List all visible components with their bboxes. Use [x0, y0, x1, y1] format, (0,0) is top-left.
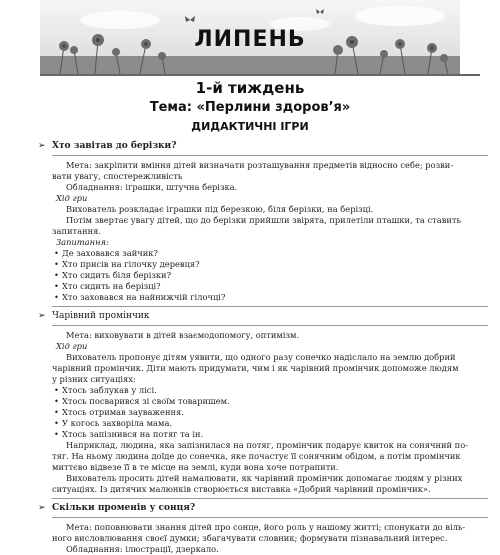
game-3	[38, 502, 488, 555]
arrow-bullet-icon: ➢	[38, 311, 46, 321]
game-course-line: Потім звертає увагу дітей, що до берізки прийшли звірята, прилетіли пташки, та ставить	[66, 215, 461, 225]
theme-heading: Тема: «Перлини здоров’я»	[149, 100, 351, 115]
list-item: • Де заховався зайчик?	[52, 248, 488, 259]
divider	[52, 517, 488, 518]
game-text-line: миттєво відвезе її в те місце на землі, куди вона хоче потрапити.	[52, 462, 339, 472]
month-title: ЛИПЕНЬ	[194, 27, 306, 52]
game-course-line: у різних ситуаціях:	[52, 374, 136, 384]
list-item: • Хто заховався на найнижчій гілочці?	[52, 292, 488, 303]
list-item: • У когось захворіла мама.	[52, 418, 488, 429]
content-body	[38, 138, 488, 555]
list-item: • Хтось отримав зауваження.	[52, 407, 488, 418]
divider	[52, 155, 488, 156]
game-equipment: Обладнання: іграшки, штучна берізка.	[66, 182, 238, 192]
section-title: ДИДАКТИЧНІ ІГРИ	[191, 120, 309, 133]
game-course-line: запитання.	[52, 226, 101, 236]
game-questions-label: Запитання:	[56, 237, 109, 247]
game-1	[38, 140, 488, 303]
game-text-line: ситуаціях. Із дитячих малюнків створюється виставка «Добрий чарівний промінчик».	[52, 484, 431, 494]
divider	[52, 325, 488, 326]
game-text-line: тяг. На ньому людина доїде до сонечка, яке почастує її сонячним обідом, а потім промінчик	[52, 451, 461, 461]
questions-list	[52, 248, 488, 303]
week-heading: 1-й тиждень	[195, 79, 305, 97]
game-title: ➢ Скільки променів у сонця?	[38, 503, 196, 513]
list-item: • Хтось запізнився на потяг та ін.	[52, 429, 488, 440]
game-text-line: Вихователь просить дітей намалювати, як чарівний промінчик допомагає людям у різних	[66, 473, 463, 483]
game-title: ➢ Чарівний промінчик	[38, 311, 150, 321]
game-text-line: Наприклад, людина, яка запізнилася на потяг, промінчик подарує квиток на сонячний по-	[66, 440, 469, 450]
game-equipment: Обладнання: ілюстрації, дзеркало.	[66, 544, 219, 554]
game-goal-line: вати увагу, спостережливість	[52, 171, 183, 181]
game-course-label: Хід гри	[56, 193, 88, 203]
game-course-line: чарівний промінчик. Діти мають придумати, чим і як чарівний промінчик допоможе людям	[52, 363, 459, 373]
list-item: • Хто присів на гілочку деревця?	[52, 259, 488, 270]
divider	[52, 498, 488, 499]
game-course-label: Хід гри	[56, 341, 88, 351]
game-course-line: Вихователь пропонує дітям уявити, що одного разу сонечко надіслало на землю добрий	[66, 352, 456, 362]
divider	[52, 306, 488, 307]
game-title: ➢ Хто завітав до берізки?	[38, 141, 177, 151]
list-item: • Хтось заблукав у лісі.	[52, 385, 488, 396]
game-goal-line: ного висловлювання своєї думки; збагачувати словник; формувати пізнавальний інтерес.	[52, 533, 448, 543]
list-item: • Хто сидить біля берізки?	[52, 270, 488, 281]
game-course-line: Вихователь розкладає іграшки під березкою, біля берізки, на берізці.	[66, 204, 374, 214]
header-rule	[40, 74, 480, 76]
arrow-bullet-icon: ➢	[38, 503, 46, 513]
list-item: • Хто сидить на берізці?	[52, 281, 488, 292]
game-goal-line: Мета: поповнювати знання дітей про сонце, його роль у нашому житті; спонукати до віль-	[66, 522, 466, 532]
situations-list	[52, 385, 488, 440]
list-item: • Хтось посварився зі своїм товаришем.	[52, 396, 488, 407]
arrow-bullet-icon: ➢	[38, 141, 46, 151]
game-goal-line: Мета: виховувати в дітей взаємодопомогу, оптимізм.	[66, 330, 300, 340]
game-goal-line: Мета: закріпити вміння дітей визначати розташування предметів відносно себе; розви-	[66, 160, 454, 170]
game-2	[38, 310, 488, 495]
